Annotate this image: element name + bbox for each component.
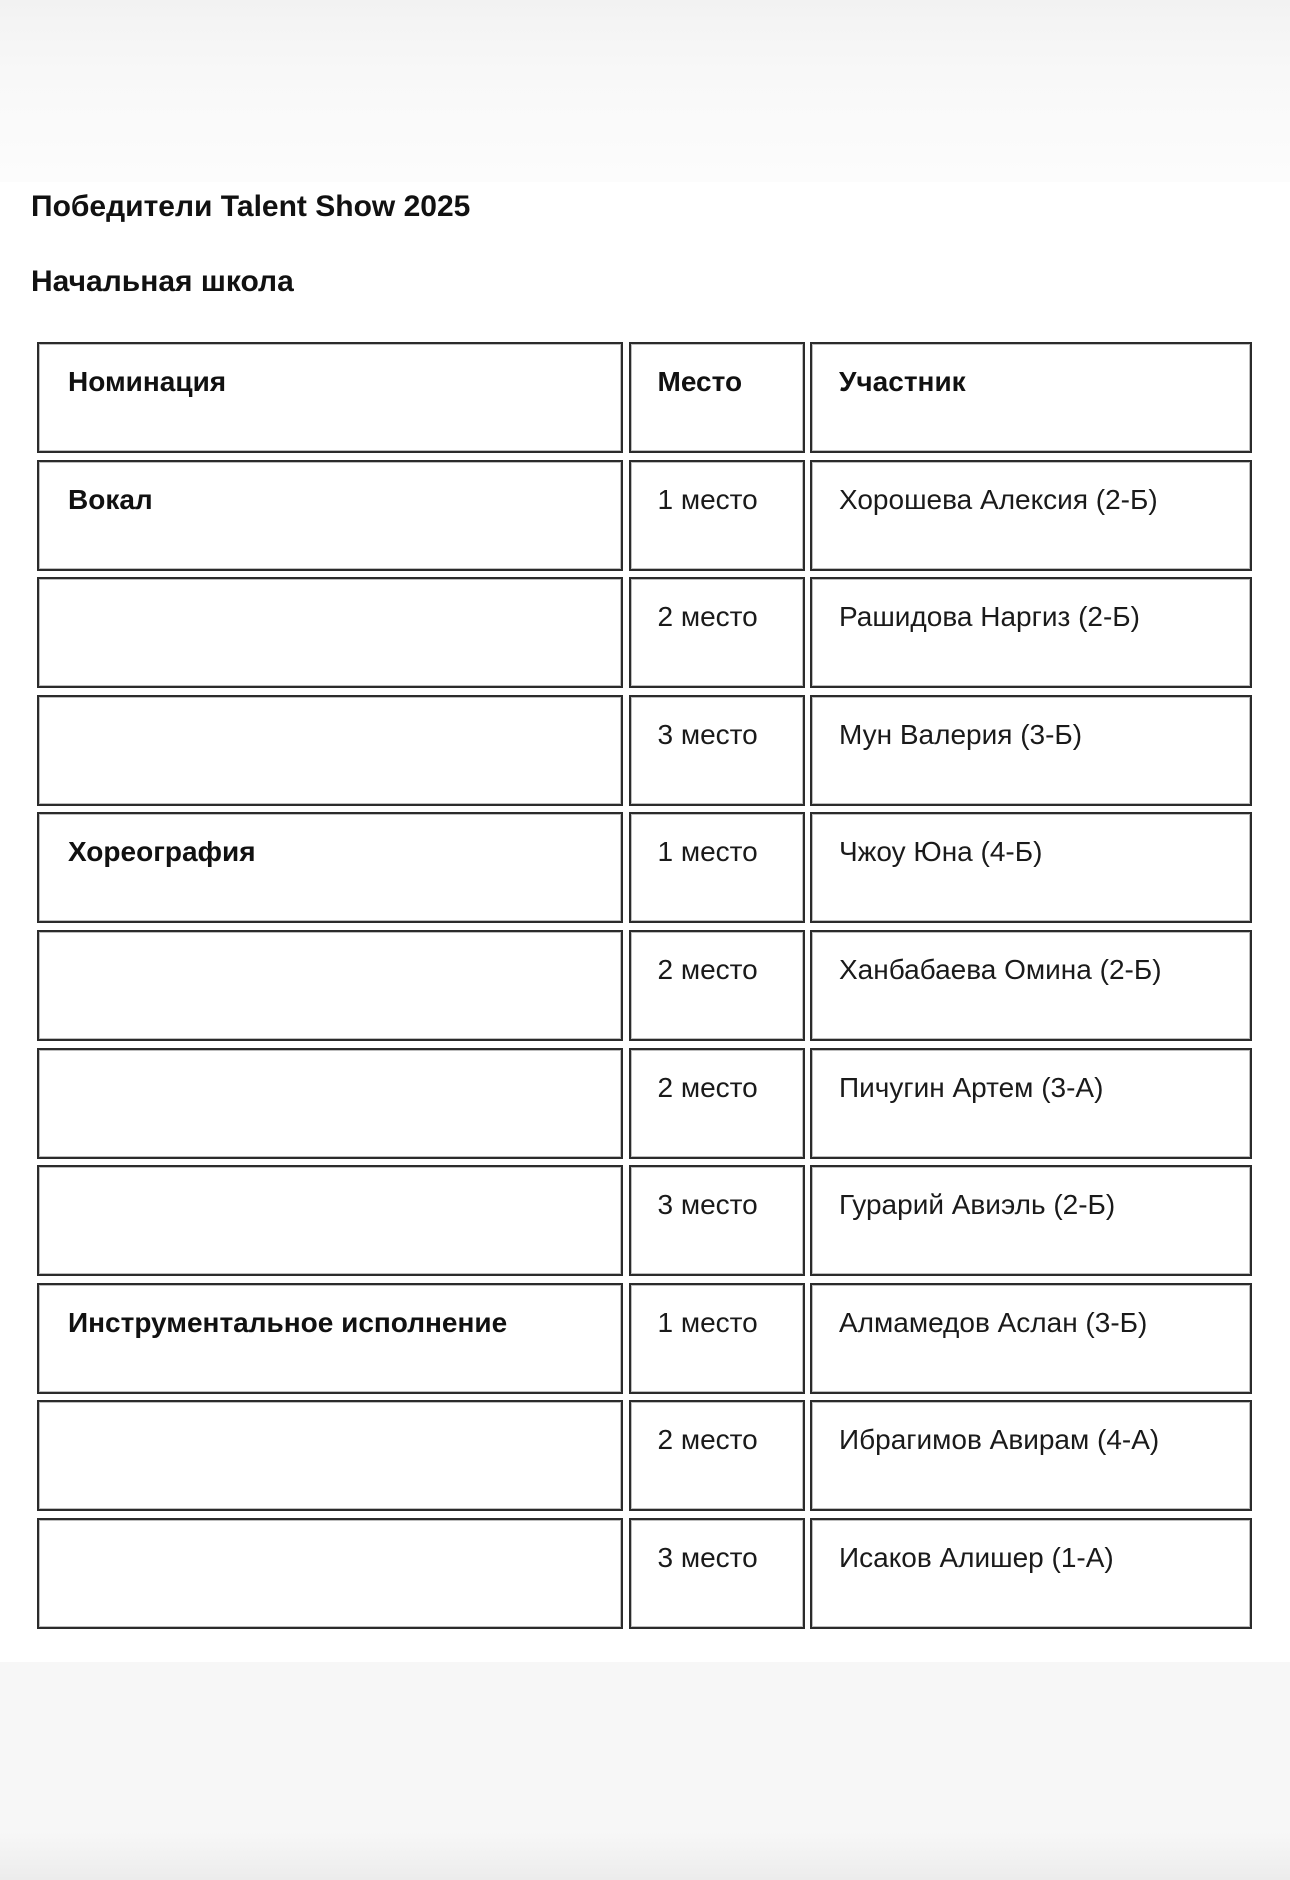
row-4-place: 1 место bbox=[629, 812, 805, 923]
row-6-participant: Пичугин Артем (3-А) bbox=[810, 1048, 1252, 1159]
row-2-place: 2 место bbox=[629, 577, 805, 688]
row-5-place: 2 место bbox=[629, 930, 805, 1041]
top-margin-band bbox=[0, 0, 1290, 182]
row-3-participant: Мун Валерия (3-Б) bbox=[810, 695, 1252, 806]
row-7-nomination bbox=[37, 1165, 623, 1276]
document-subtitle: Начальная школа bbox=[31, 265, 294, 298]
row-4-participant: Чжоу Юна (4-Б) bbox=[810, 812, 1252, 923]
row-8-nomination: Инструментальное исполнение bbox=[37, 1283, 623, 1394]
row-9-place: 2 место bbox=[629, 1400, 805, 1511]
row-1-participant: Хорошева Алексия (2-Б) bbox=[810, 460, 1252, 571]
row-1-nomination: Вокал bbox=[37, 460, 623, 571]
row-7-place: 3 место bbox=[629, 1165, 805, 1276]
row-3-nomination bbox=[37, 695, 623, 806]
bottom-margin-band bbox=[0, 1662, 1290, 1880]
header-place: Место bbox=[629, 342, 805, 453]
row-9-participant: Ибрагимов Авирам (4-А) bbox=[810, 1400, 1252, 1511]
row-2-participant: Рашидова Наргиз (2-Б) bbox=[810, 577, 1252, 688]
row-8-place: 1 место bbox=[629, 1283, 805, 1394]
row-8-participant: Алмамедов Аслан (3-Б) bbox=[810, 1283, 1252, 1394]
row-6-place: 2 место bbox=[629, 1048, 805, 1159]
row-2-nomination bbox=[37, 577, 623, 688]
row-1-place: 1 место bbox=[629, 460, 805, 571]
document-title: Победители Talent Show 2025 bbox=[31, 190, 471, 223]
header-participant: Участник bbox=[810, 342, 1252, 453]
winners-table bbox=[37, 342, 1252, 1629]
row-4-nomination: Хореография bbox=[37, 812, 623, 923]
row-7-participant: Гурарий Авиэль (2-Б) bbox=[810, 1165, 1252, 1276]
header-nomination: Номинация bbox=[37, 342, 623, 453]
row-10-place: 3 место bbox=[629, 1518, 805, 1629]
row-10-participant: Исаков Алишер (1-А) bbox=[810, 1518, 1252, 1629]
row-9-nomination bbox=[37, 1400, 623, 1511]
row-10-nomination bbox=[37, 1518, 623, 1629]
row-5-nomination bbox=[37, 930, 623, 1041]
row-6-nomination bbox=[37, 1048, 623, 1159]
row-5-participant: Ханбабаева Омина (2-Б) bbox=[810, 930, 1252, 1041]
row-3-place: 3 место bbox=[629, 695, 805, 806]
